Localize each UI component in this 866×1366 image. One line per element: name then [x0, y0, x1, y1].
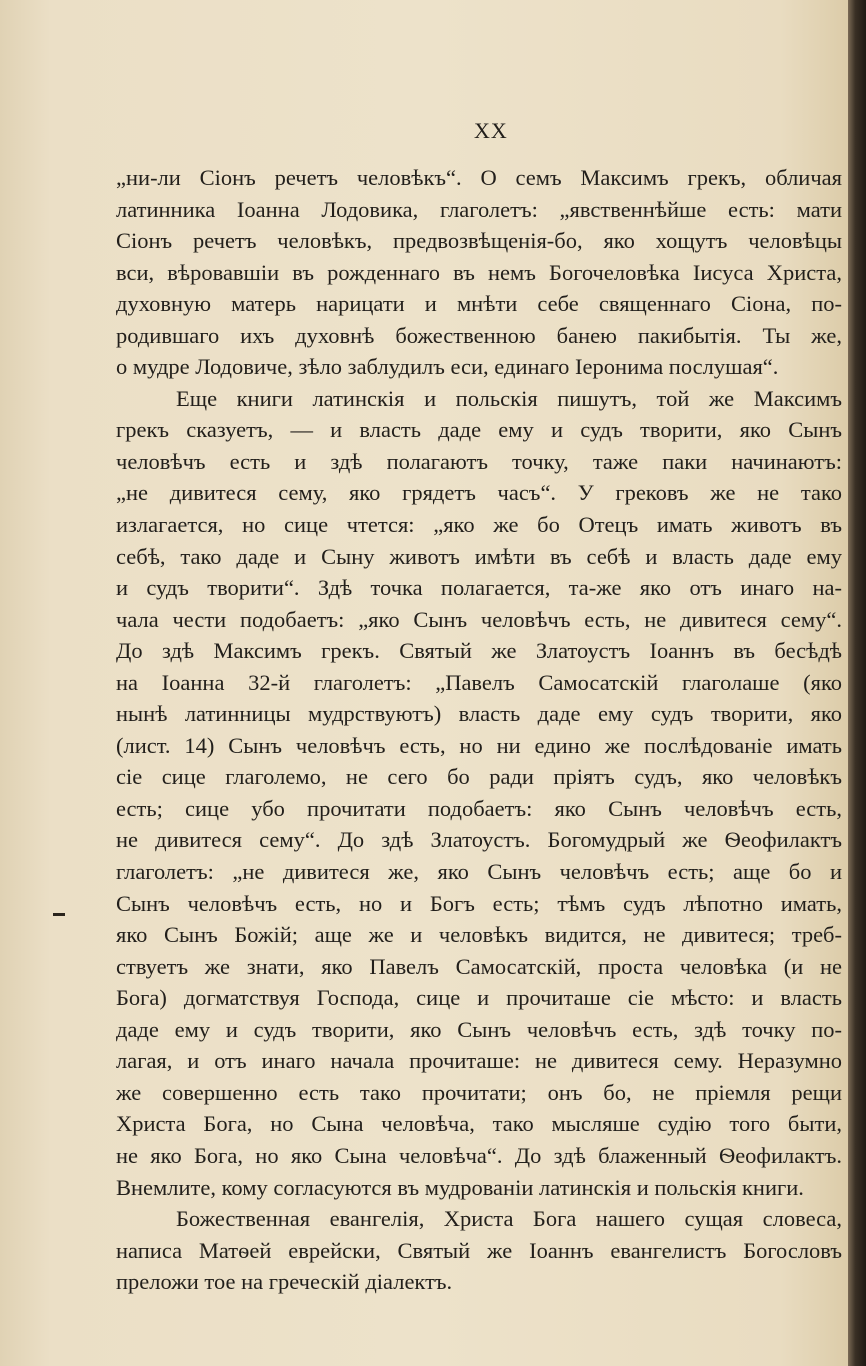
text-line: Бога) догматствуя Господа, сице и прочиташе сіе мѣсто: и власть [116, 985, 842, 1011]
text-line: не дивитеся сему“. До здѣ Златоустъ. Богомудрый же Ѳеофилактъ [116, 827, 842, 853]
text-line: на Іоанна 32-й глаголетъ: „Павелъ Самосатскій глаголаше (яко [116, 669, 842, 695]
text-line: вси, вѣровавшіи въ рожденнаго въ немъ Богочеловѣка Іисуса Христа, [116, 259, 842, 285]
text-line: Внемлите, кому согласуются въ мудрованіи латинскія и польскія книги. [116, 1174, 804, 1200]
text-line: написа Матѳей еврейски, Святый же Іоаннъ евангелистъ Богословъ [116, 1237, 842, 1263]
text-line: духовную матерь нарицати и мнѣти себе священнаго Сіона, по- [116, 291, 842, 317]
text-line: До здѣ Максимъ грекъ. Святый же Златоустъ Іоаннъ въ бесѣдѣ [116, 638, 842, 664]
text-line: латинника Іоанна Лодовика, глаголетъ: „явственнѣйше есть: мати [116, 196, 842, 222]
text-line: „ни-ли Сіонъ речетъ человѣкъ“. О семъ Максимъ грекъ, обличая [116, 165, 842, 190]
text-line: глаголетъ: „не дивитеся же, яко Сынъ человѣчъ есть; аще бо и [116, 859, 842, 885]
text-line: „не дивитеся сему, яко грядетъ часъ“. У грековъ же не тако [116, 480, 842, 506]
text-line: Божественная евангелія, Христа Бога нашего сущая словеса, [176, 1206, 842, 1232]
text-line: есть; сице убо прочитати подобаетъ: яко Сынъ человѣчъ есть, [116, 795, 842, 821]
body-text [116, 162, 842, 1298]
text-line: преложи тое на греческій діалектъ. [116, 1269, 453, 1295]
text-line: чала чести подобаетъ: „яко Сынъ человѣчъ есть, не дивитеся сему“. [116, 606, 842, 632]
text-line: ствуетъ же знати, яко Павелъ Самосатскій, проста человѣка (и не [116, 953, 842, 979]
text-line: Еще книги латинскія и польскія пишутъ, той же Максимъ [176, 385, 842, 411]
text-line: яко Сынъ Божій; аще же и человѣкъ видится, не дивитеся; треб- [116, 922, 842, 948]
text-line: даде ему и судъ творити, яко Сынъ человѣчъ есть, здѣ точку по- [116, 1016, 842, 1042]
text-line: излагается, но сице чтется: „яко же бо Отецъ имать животъ въ [116, 512, 842, 538]
text-line: нынѣ латинницы мудрствуютъ) власть даде ему судъ творити, яко [116, 701, 842, 727]
text-line: о мудре Лодовиче, зѣло заблудилъ еси, единаго Іеронима послушая“. [116, 354, 779, 380]
text-line: (лист. 14) Сынъ человѣчъ есть, но ни едино же послѣдованіе имать [116, 732, 842, 758]
text-line: человѣчъ есть и здѣ полагаютъ точку, таже паки начинаютъ: [116, 448, 842, 474]
text-line: родившаго ихъ духовнѣ божественною банею пакибытія. Ты же, [116, 322, 842, 348]
text-line: же совершенно есть тако прочитати; онъ бо, не пріемля рещи [116, 1079, 842, 1105]
text-line: и судъ творити“. Здѣ точка полагается, та-же яко отъ инаго на- [116, 575, 842, 601]
page-number: XX [474, 118, 508, 143]
text-line: Христа Бога, но Сына человѣча, тако мысляше судію того быти, [116, 1111, 842, 1137]
margin-mark [53, 913, 65, 916]
text-line: Сіонъ речетъ человѣкъ, предвозвѣщенія-бо, яко хощутъ человѣцы [116, 228, 842, 254]
text-line: себѣ, тако даде и Сыну животъ имѣти въ себѣ и власть даде ему [116, 543, 842, 569]
book-spine-edge [848, 0, 866, 1366]
text-line: грекъ сказуетъ, — и власть даде ему и судъ творити, яко Сынъ [116, 417, 842, 443]
text-line: не яко Бога, но яко Сына человѣча“. До здѣ блаженный Ѳеофилактъ. [116, 1142, 842, 1168]
text-line: лагая, и отъ инаго начала прочиташе: не дивитеся сему. Неразумно [116, 1048, 842, 1074]
text-line: сіе сице глаголемо, не сего бо ради пріятъ судъ, яко человѣкъ [116, 764, 842, 790]
text-line: Сынъ человѣчъ есть, но и Богъ есть; тѣмъ судъ лѣпотно имать, [116, 890, 842, 916]
